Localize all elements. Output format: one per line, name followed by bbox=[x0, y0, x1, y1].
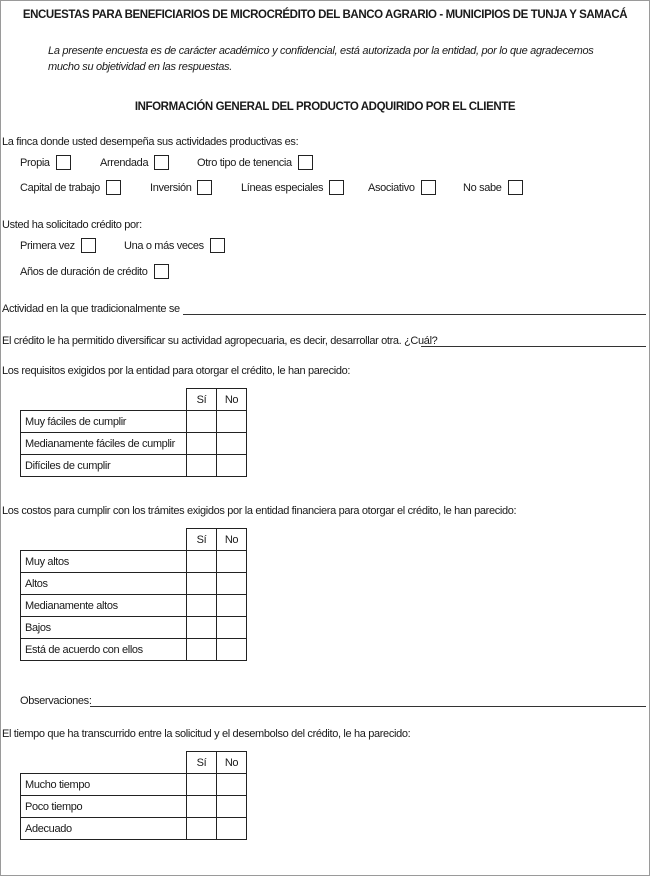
survey-title: ENCUESTAS PARA BENEFICIARIOS DE MICROCRÉDITO DEL BANCO AGRARIO - MUNICIPIOS DE TUNJA Y SAMACÁ bbox=[22, 9, 628, 21]
checkbox-una-o-mas[interactable] bbox=[210, 238, 225, 253]
cell-si[interactable] bbox=[187, 411, 217, 433]
time-table bbox=[20, 751, 247, 840]
checkbox-capital-trabajo[interactable] bbox=[106, 180, 121, 195]
cell-no[interactable] bbox=[217, 818, 247, 840]
option-label: Primera vez bbox=[20, 239, 75, 252]
option-otro-tipo bbox=[197, 155, 313, 170]
row-label: Medianamente altos bbox=[21, 595, 187, 617]
option-label: Arrendada bbox=[100, 156, 149, 169]
option-propia bbox=[20, 155, 71, 170]
option-label: Años de duración de crédito bbox=[20, 265, 148, 278]
header-spacer bbox=[21, 389, 187, 411]
option-asociativo bbox=[368, 180, 436, 195]
row-label: Altos bbox=[21, 573, 187, 595]
option-no-sabe bbox=[463, 180, 523, 195]
checkbox-asociativo[interactable] bbox=[421, 180, 436, 195]
checkbox-anos-duracion[interactable] bbox=[154, 264, 169, 279]
cell-si[interactable] bbox=[187, 617, 217, 639]
header-no: No bbox=[217, 529, 247, 551]
option-label: No sabe bbox=[463, 181, 502, 194]
option-una-o-mas bbox=[124, 238, 225, 253]
table-row bbox=[21, 573, 247, 595]
option-label: Asociativo bbox=[368, 181, 415, 194]
cell-no[interactable] bbox=[217, 796, 247, 818]
checkbox-arrendada[interactable] bbox=[154, 155, 169, 170]
cell-no[interactable] bbox=[217, 411, 247, 433]
question-requirements: Los requisitos exigidos por la entidad para otorgar el crédito, le han parecido: bbox=[2, 365, 351, 377]
checkbox-lineas-especiales[interactable] bbox=[329, 180, 344, 195]
header-no: No bbox=[217, 389, 247, 411]
question-credit-requests: Usted ha solicitado crédito por: bbox=[2, 219, 142, 231]
option-label: Una o más veces bbox=[124, 239, 204, 252]
option-label: Inversión bbox=[150, 181, 192, 194]
row-label: Mucho tiempo bbox=[21, 774, 187, 796]
observations-answer-line[interactable] bbox=[90, 706, 646, 707]
cell-no[interactable] bbox=[217, 617, 247, 639]
option-label: Propia bbox=[20, 156, 50, 169]
cell-si[interactable] bbox=[187, 573, 217, 595]
header-spacer bbox=[21, 752, 187, 774]
cell-si[interactable] bbox=[187, 455, 217, 477]
cell-si[interactable] bbox=[187, 818, 217, 840]
option-lineas-especiales bbox=[241, 180, 344, 195]
row-label: Adecuado bbox=[21, 818, 187, 840]
header-si: Sí bbox=[187, 389, 217, 411]
intro-paragraph: La presente encuesta es de carácter académico y confidencial, está autorizada por la entidad, por lo que agradecemos mucho su objetividad en las respuestas. bbox=[48, 45, 594, 73]
table-row bbox=[21, 639, 247, 661]
requirements-table bbox=[20, 388, 247, 477]
cell-no[interactable] bbox=[217, 455, 247, 477]
diversify-answer-line[interactable] bbox=[421, 346, 646, 347]
checkbox-propia[interactable] bbox=[56, 155, 71, 170]
table-row bbox=[21, 455, 247, 477]
table-row bbox=[21, 617, 247, 639]
table-row bbox=[21, 411, 247, 433]
checkbox-no-sabe[interactable] bbox=[508, 180, 523, 195]
cell-no[interactable] bbox=[217, 573, 247, 595]
cell-no[interactable] bbox=[217, 639, 247, 661]
row-label: Muy fáciles de cumplir bbox=[21, 411, 187, 433]
question-costs: Los costos para cumplir con los trámites exigidos por la entidad financiera para otorgar el crédito, le han parecido: bbox=[2, 505, 517, 517]
cell-si[interactable] bbox=[187, 774, 217, 796]
option-label: Capital de trabajo bbox=[20, 181, 100, 194]
question-disbursement-time: El tiempo que ha transcurrido entre la solicitud y el desembolso del crédito, le ha parecido: bbox=[2, 728, 411, 740]
cell-no[interactable] bbox=[217, 595, 247, 617]
table-row bbox=[21, 595, 247, 617]
option-label: Otro tipo de tenencia bbox=[197, 156, 292, 169]
cell-si[interactable] bbox=[187, 796, 217, 818]
checkbox-inversion[interactable] bbox=[197, 180, 212, 195]
observations-label: Observaciones: bbox=[20, 695, 92, 707]
row-label: Medianamente fáciles de cumplir bbox=[21, 433, 187, 455]
table-row bbox=[21, 818, 247, 840]
header-no: No bbox=[217, 752, 247, 774]
checkbox-primera-vez[interactable] bbox=[81, 238, 96, 253]
row-label: Bajos bbox=[21, 617, 187, 639]
section-title: INFORMACIÓN GENERAL DEL PRODUCTO ADQUIRIDO POR EL CLIENTE bbox=[134, 101, 516, 113]
row-label: Está de acuerdo con ellos bbox=[21, 639, 187, 661]
question-diversify: El crédito le ha permitido diversificar su actividad agropecuaria, es decir, desarrollar otra. ¿Cuál? bbox=[2, 335, 438, 347]
row-label: Muy altos bbox=[21, 551, 187, 573]
header-si: Sí bbox=[187, 752, 217, 774]
costs-table bbox=[20, 528, 247, 661]
table-row bbox=[21, 774, 247, 796]
option-anos-duracion bbox=[20, 264, 169, 279]
checkbox-otro-tipo[interactable] bbox=[298, 155, 313, 170]
table-row bbox=[21, 433, 247, 455]
cell-si[interactable] bbox=[187, 551, 217, 573]
option-inversion bbox=[150, 180, 212, 195]
option-primera-vez bbox=[20, 238, 96, 253]
cell-no[interactable] bbox=[217, 551, 247, 573]
table-row bbox=[21, 551, 247, 573]
cell-no[interactable] bbox=[217, 433, 247, 455]
cell-si[interactable] bbox=[187, 595, 217, 617]
table-row bbox=[21, 796, 247, 818]
cell-no[interactable] bbox=[217, 774, 247, 796]
row-label: Poco tiempo bbox=[21, 796, 187, 818]
option-capital-trabajo bbox=[20, 180, 121, 195]
cell-si[interactable] bbox=[187, 639, 217, 661]
option-label: Líneas especiales bbox=[241, 181, 324, 194]
question-activity: Actividad en la que tradicionalmente se bbox=[2, 303, 180, 315]
header-si: Sí bbox=[187, 529, 217, 551]
header-spacer bbox=[21, 529, 187, 551]
cell-si[interactable] bbox=[187, 433, 217, 455]
option-arrendada bbox=[100, 155, 169, 170]
question-land-tenure: La finca donde usted desempeña sus actividades productivas es: bbox=[2, 136, 299, 148]
row-label: Difíciles de cumplir bbox=[21, 455, 187, 477]
activity-answer-line[interactable] bbox=[183, 314, 646, 315]
